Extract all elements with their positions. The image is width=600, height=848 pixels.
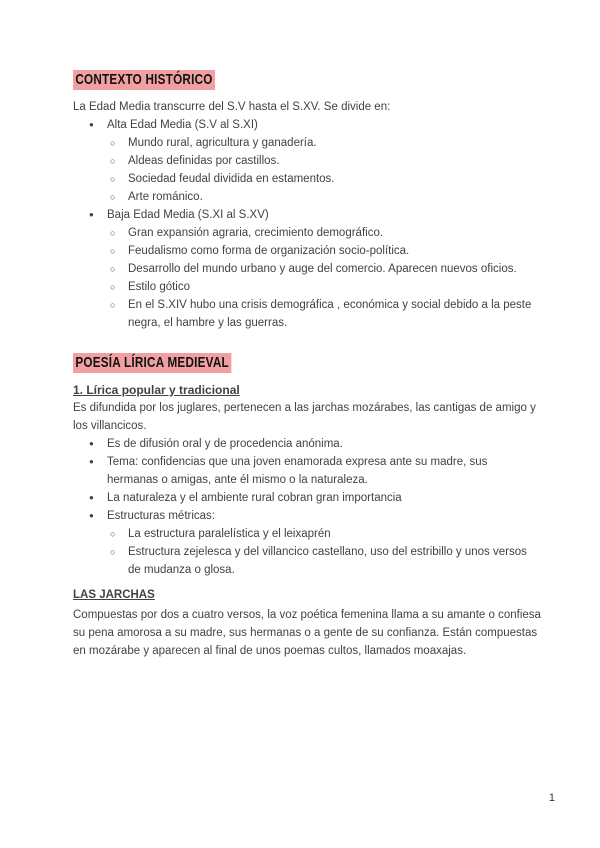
list-item-label: Sociedad feudal dividida en estamentos. — [128, 173, 335, 185]
section-poesia-lirica — [73, 353, 541, 373]
heading-contexto-historico: CONTEXTO HISTÓRICO — [73, 70, 215, 90]
bullet-icon: ● — [89, 457, 94, 466]
list-item — [73, 543, 541, 579]
contexto-intro-paragraph: La Edad Media transcurre del S.V hasta el S.XV. Se divide en: — [73, 101, 391, 113]
list-item — [73, 435, 541, 453]
list-item — [73, 206, 541, 224]
list-item — [73, 453, 541, 489]
list-item-label: Arte románico. — [128, 191, 203, 203]
list-item — [73, 224, 541, 242]
list-item — [73, 116, 541, 134]
list-item-label: Baja Edad Media (S.XI al S.XV) — [107, 209, 269, 221]
bullet-icon: ● — [89, 210, 94, 219]
bullet-icon: ○ — [110, 547, 116, 557]
poesia-list — [73, 435, 541, 579]
list-item-label: La naturaleza y el ambiente rural cobran gran importancia — [107, 492, 402, 504]
list-item-label: En el S.XIV hubo una crisis demográfica , económica y social debido a la peste negra, el hambre y las guerras. — [128, 299, 532, 329]
contexto-baja-sublist — [73, 224, 541, 332]
bullet-icon: ● — [89, 120, 94, 129]
bullet-icon: ○ — [110, 138, 116, 148]
subtitle-lirica-popular: 1. Lírica popular y tradicional — [73, 383, 240, 397]
list-item-label: La estructura paralelística y el leixaprén — [128, 528, 331, 540]
contexto-list — [73, 116, 541, 332]
section-divider-space — [73, 332, 541, 353]
bullet-icon: ● — [89, 511, 94, 520]
list-item — [73, 507, 541, 525]
bullet-icon: ○ — [110, 529, 116, 539]
list-item — [73, 525, 541, 543]
bullet-icon: ● — [89, 439, 94, 448]
bullet-icon: ○ — [110, 282, 116, 292]
list-item-label: Feudalismo como forma de organización socio-política. — [128, 245, 410, 257]
poesia-intro-paragraph: Es difundida por los juglares, pertenecen a las jarchas mozárabes, las cantigas de amigo y los villancicos. — [73, 402, 536, 432]
list-item — [73, 296, 541, 332]
subheading-las-jarchas: LAS JARCHAS — [73, 589, 155, 601]
estructuras-sublist — [73, 525, 541, 579]
list-item-label: Gran expansión agraria, crecimiento demográfico. — [128, 227, 384, 239]
list-item-label: Es de difusión oral y de procedencia anónima. — [107, 438, 343, 450]
list-item — [73, 152, 541, 170]
bullet-icon: ○ — [110, 174, 116, 184]
list-item — [73, 242, 541, 260]
list-item — [73, 489, 541, 507]
bullet-icon: ○ — [110, 264, 116, 274]
list-item — [73, 170, 541, 188]
bullet-icon: ○ — [110, 156, 116, 166]
contexto-alta-sublist — [73, 134, 541, 206]
list-item-label: Estructuras métricas: — [107, 510, 215, 522]
bullet-icon: ○ — [110, 300, 116, 310]
list-item — [73, 278, 541, 296]
list-item-label: Estructura zejelesca y del villancico castellano, uso del estribillo y unos versos de mudanza o glosa. — [128, 546, 527, 576]
jarchas-paragraph: Compuestas por dos a cuatro versos, la voz poética femenina llama a su amante o confiesa su pena amorosa a su madre, sus hermanas o a gente de su confianza. Están compuestas en mozárabe y aparecen al final de unos poemas cultos, llamados moaxajas. — [73, 609, 541, 657]
document-page — [73, 70, 541, 660]
heading-poesia-lirica: POESÍA LÍRICA MEDIEVAL — [73, 353, 231, 373]
list-item-label: Desarrollo del mundo urbano y auge del comercio. Aparecen nuevos oficios. — [128, 263, 517, 275]
list-item — [73, 134, 541, 152]
bullet-icon: ● — [89, 493, 94, 502]
list-item — [73, 188, 541, 206]
list-item-label: Tema: confidencias que una joven enamorada expresa ante su madre, sus hermanas o amigas, ante él mismo o la naturaleza. — [107, 456, 488, 486]
bullet-icon: ○ — [110, 228, 116, 238]
list-item-label: Alta Edad Media (S.V al S.XI) — [107, 119, 258, 131]
list-item — [73, 260, 541, 278]
list-item-label: Mundo rural, agricultura y ganadería. — [128, 137, 317, 149]
page-number: 1 — [548, 792, 555, 804]
bullet-icon: ○ — [110, 192, 116, 202]
bullet-icon: ○ — [110, 246, 116, 256]
list-item-label: Aldeas definidas por castillos. — [128, 155, 280, 167]
section-contexto-historico — [73, 70, 541, 90]
list-item-label: Estilo gótico — [128, 281, 191, 293]
